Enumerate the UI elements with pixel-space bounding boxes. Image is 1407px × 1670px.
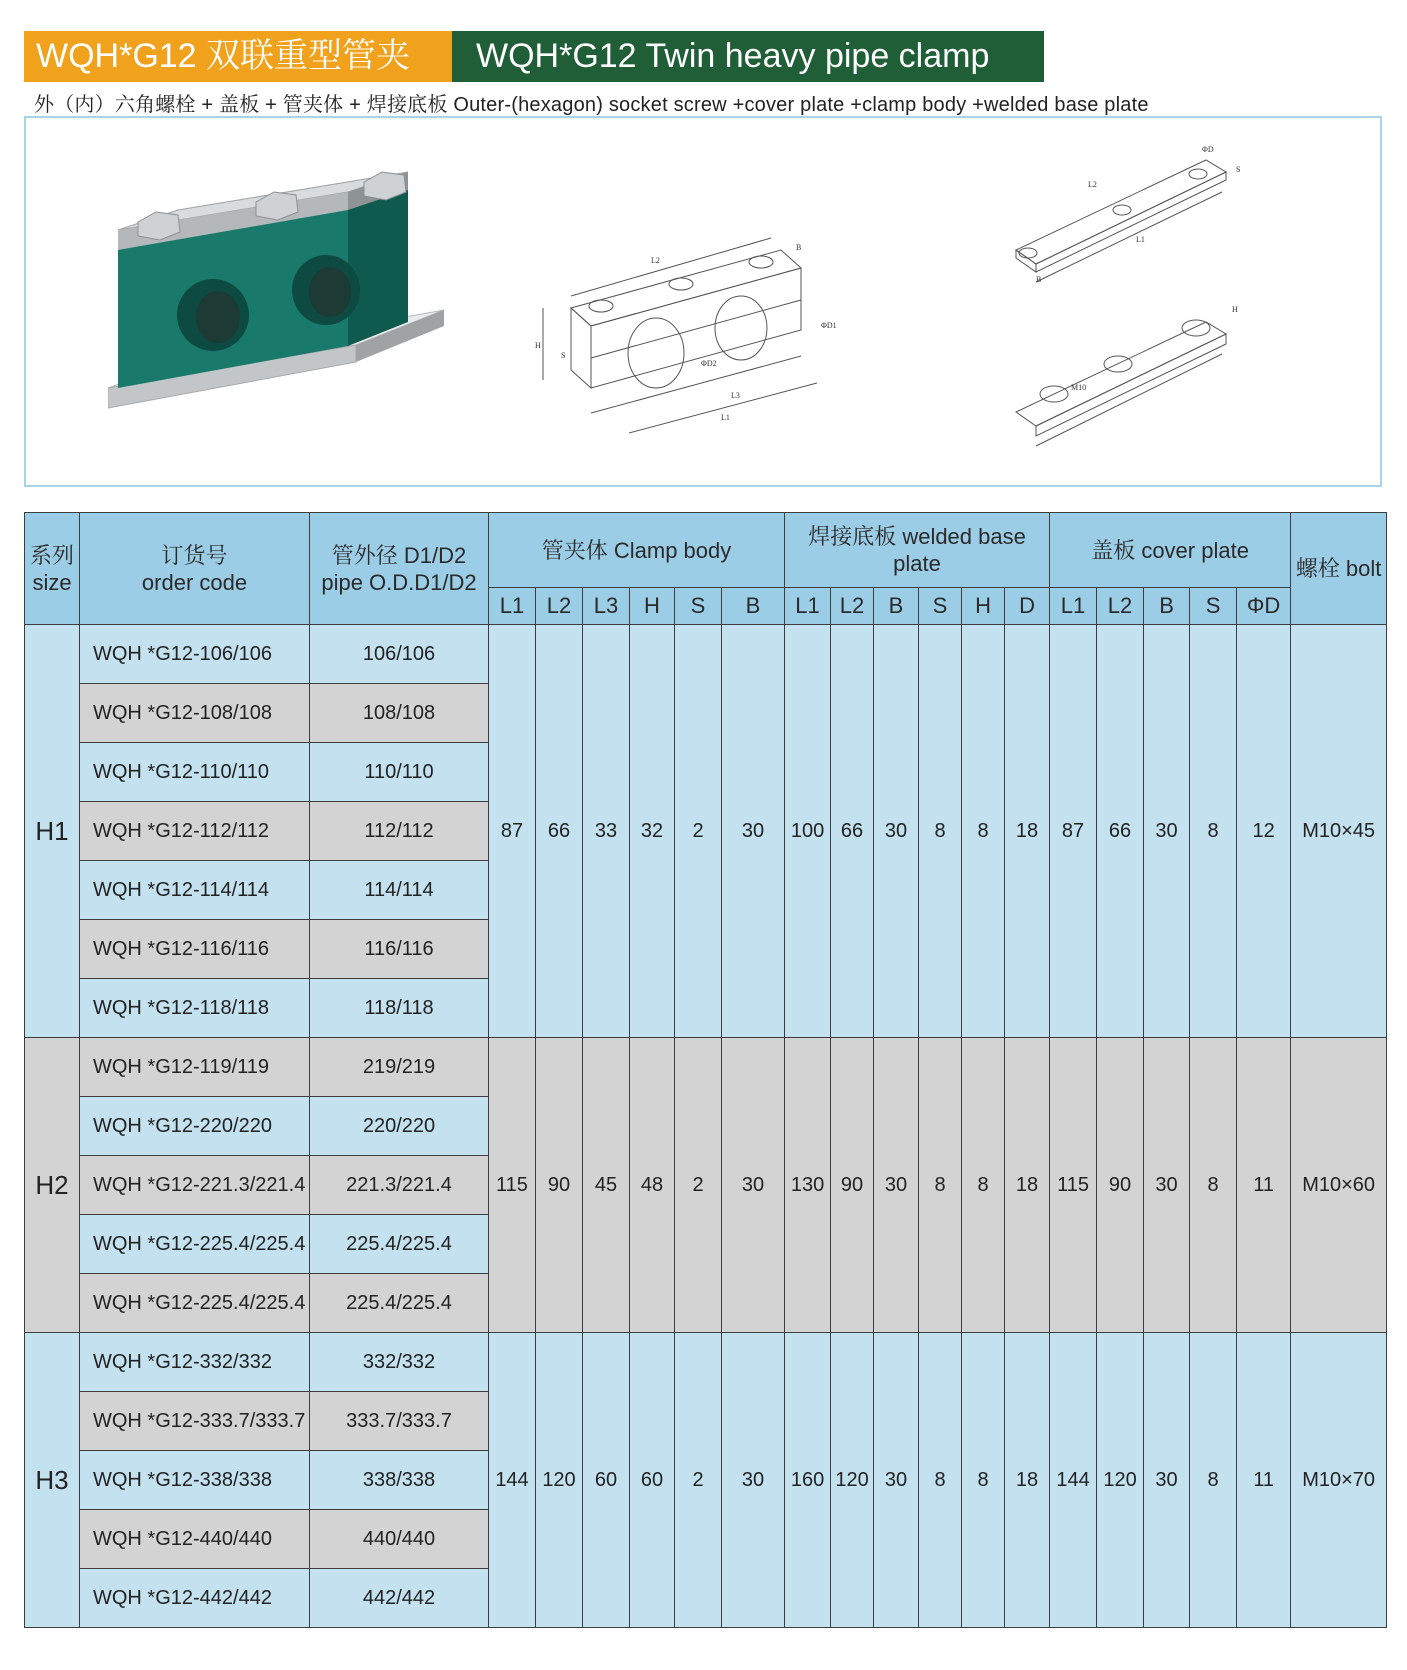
subheader-clamp-0: L1 (489, 588, 536, 625)
product-figure-panel (24, 116, 1382, 487)
pipe-od-cell: 333.7/333.7 (310, 1392, 489, 1451)
spec-value-cell: 45 (583, 1038, 630, 1333)
spec-value-cell: 30 (722, 1038, 785, 1333)
subheader-cover-3: S (1190, 588, 1237, 625)
spec-value-cell: 30 (874, 625, 919, 1038)
spec-value-cell: 48 (630, 1038, 675, 1333)
pipe-od-cell: 114/114 (310, 861, 489, 920)
spec-value-cell: 8 (919, 625, 962, 1038)
clamp-photo (108, 160, 468, 430)
label-d1: ΦD1 (821, 321, 837, 330)
spec-value-cell: 90 (536, 1038, 583, 1333)
header-bolt: 螺栓 bolt (1291, 513, 1387, 625)
order-code-cell: WQH *G12-338/338 (80, 1451, 310, 1510)
size-cell: H3 (25, 1333, 80, 1628)
plates-drawing (1006, 132, 1306, 462)
spec-value-cell: 11 (1237, 1038, 1291, 1333)
header-order-code: 订货号 order code (80, 513, 310, 625)
spec-table (24, 512, 1387, 1628)
size-cell: H2 (25, 1038, 80, 1333)
subheader-clamp-1: L2 (536, 588, 583, 625)
spec-value-cell: 8 (919, 1038, 962, 1333)
order-code-cell: WQH *G12-332/332 (80, 1333, 310, 1392)
pipe-od-cell: 332/332 (310, 1333, 489, 1392)
subheader-clamp-5: B (722, 588, 785, 625)
spec-value-cell: 115 (1050, 1038, 1097, 1333)
spec-value-cell: 8 (919, 1333, 962, 1628)
subheader-base-2: B (874, 588, 919, 625)
spec-value-cell: 66 (831, 625, 874, 1038)
pipe-od-cell: 106/106 (310, 625, 489, 684)
spec-value-cell: 2 (675, 625, 722, 1038)
pipe-od-cell: 225.4/225.4 (310, 1215, 489, 1274)
spec-value-cell: 18 (1005, 1333, 1050, 1628)
pipe-od-cell: 112/112 (310, 802, 489, 861)
order-code-cell: WQH *G12-106/106 (80, 625, 310, 684)
subheader-cover-0: L1 (1050, 588, 1097, 625)
order-code-cell: WQH *G12-440/440 (80, 1510, 310, 1569)
label-plate-d: ΦD (1202, 145, 1214, 154)
spec-value-cell: 66 (1097, 625, 1144, 1038)
subtitle: 外（内）六角螺栓 + 盖板 + 管夹体 + 焊接底板 Outer-(hexagon) socket screw +cover plate +clamp body +welded base plate (34, 94, 1149, 116)
size-cell: H1 (25, 625, 80, 1038)
label-h: H (535, 341, 541, 350)
subheader-cover-2: B (1144, 588, 1190, 625)
order-code-cell: WQH *G12-220/220 (80, 1097, 310, 1156)
order-code-cell: WQH *G12-119/119 (80, 1038, 310, 1097)
spec-value-cell: 60 (583, 1333, 630, 1628)
order-code-cell: WQH *G12-116/116 (80, 920, 310, 979)
header-cover-plate: 盖板 cover plate (1050, 513, 1291, 588)
order-code-cell: WQH *G12-110/110 (80, 743, 310, 802)
spec-value-cell: 32 (630, 625, 675, 1038)
label-s: S (561, 351, 566, 360)
order-code-cell: WQH *G12-225.4/225.4 (80, 1215, 310, 1274)
subheader-clamp-2: L3 (583, 588, 630, 625)
title-chinese: WQH*G12 双联重型管夹 (24, 31, 452, 82)
spec-value-cell: 144 (1050, 1333, 1097, 1628)
spec-value-cell: 8 (962, 1038, 1005, 1333)
subheader-cover-4: ΦD (1237, 588, 1291, 625)
spec-value-cell: 12 (1237, 625, 1291, 1038)
spec-value-cell: 60 (630, 1333, 675, 1628)
header-clamp-body: 管夹体 Clamp body (489, 513, 785, 588)
label-plate-l1: L1 (1136, 235, 1145, 244)
spec-value-cell: 11 (1237, 1333, 1291, 1628)
spec-value-cell: 160 (785, 1333, 831, 1628)
subheader-base-3: S (919, 588, 962, 625)
order-code-cell: WQH *G12-108/108 (80, 684, 310, 743)
label-base-h: H (1232, 305, 1238, 314)
header-welded-base: 焊接底板 welded base plate (785, 513, 1050, 588)
header-size: 系列 size (25, 513, 80, 625)
label-plate-l2: L2 (1088, 180, 1097, 189)
label-m10: M10 (1071, 383, 1087, 392)
label-d2: ΦD2 (701, 359, 717, 368)
label-b: B (796, 243, 802, 252)
pipe-od-cell: 108/108 (310, 684, 489, 743)
spec-value-cell: 8 (962, 625, 1005, 1038)
pipe-od-cell: 225.4/225.4 (310, 1274, 489, 1333)
spec-value-cell: 30 (874, 1038, 919, 1333)
spec-value-cell: 8 (1190, 1333, 1237, 1628)
spec-value-cell: 33 (583, 625, 630, 1038)
spec-value-cell: 30 (1144, 1333, 1190, 1628)
order-code-cell: WQH *G12-333.7/333.7 (80, 1392, 310, 1451)
order-code-cell: WQH *G12-225.4/225.4 (80, 1274, 310, 1333)
subheader-base-1: L2 (831, 588, 874, 625)
pipe-od-cell: 220/220 (310, 1097, 489, 1156)
subheader-clamp-4: S (675, 588, 722, 625)
spec-value-cell: M10×70 (1291, 1333, 1387, 1628)
spec-value-cell: 2 (675, 1333, 722, 1628)
order-code-cell: WQH *G12-112/112 (80, 802, 310, 861)
label-l2: L2 (651, 256, 660, 265)
pipe-od-cell: 338/338 (310, 1451, 489, 1510)
clamp-body-drawing (531, 208, 861, 468)
spec-value-cell: M10×60 (1291, 1038, 1387, 1333)
spec-value-cell: M10×45 (1291, 625, 1387, 1038)
spec-value-cell: 115 (489, 1038, 536, 1333)
spec-value-cell: 100 (785, 625, 831, 1038)
order-code-cell: WQH *G12-221.3/221.4 (80, 1156, 310, 1215)
spec-value-cell: 8 (1190, 625, 1237, 1038)
pipe-od-cell: 118/118 (310, 979, 489, 1038)
subheader-clamp-3: H (630, 588, 675, 625)
spec-value-cell: 30 (874, 1333, 919, 1628)
header-pipe-od: 管外径 D1/D2 pipe O.D.D1/D2 (310, 513, 489, 625)
spec-value-cell: 8 (962, 1333, 1005, 1628)
spec-value-cell: 120 (1097, 1333, 1144, 1628)
pipe-od-cell: 442/442 (310, 1569, 489, 1628)
spec-body (25, 625, 1387, 1628)
spec-value-cell: 66 (536, 625, 583, 1038)
subheader-base-5: D (1005, 588, 1050, 625)
spec-value-cell: 120 (831, 1333, 874, 1628)
spec-value-cell: 130 (785, 1038, 831, 1333)
table-row (25, 625, 1387, 684)
order-code-cell: WQH *G12-114/114 (80, 861, 310, 920)
order-code-cell: WQH *G12-442/442 (80, 1569, 310, 1628)
subheader-cover-1: L2 (1097, 588, 1144, 625)
spec-value-cell: 30 (1144, 1038, 1190, 1333)
order-code-cell: WQH *G12-118/118 (80, 979, 310, 1038)
pipe-od-cell: 221.3/221.4 (310, 1156, 489, 1215)
spec-value-cell: 87 (1050, 625, 1097, 1038)
spec-value-cell: 87 (489, 625, 536, 1038)
spec-value-cell: 30 (722, 625, 785, 1038)
spec-value-cell: 2 (675, 1038, 722, 1333)
pipe-od-cell: 116/116 (310, 920, 489, 979)
spec-value-cell: 18 (1005, 625, 1050, 1038)
label-plate-b: B (1036, 275, 1042, 284)
subheader-base-0: L1 (785, 588, 831, 625)
table-row (25, 1038, 1387, 1097)
label-l1: L1 (721, 413, 730, 422)
spec-value-cell: 30 (722, 1333, 785, 1628)
spec-value-cell: 120 (536, 1333, 583, 1628)
pipe-od-cell: 440/440 (310, 1510, 489, 1569)
subheader-base-4: H (962, 588, 1005, 625)
spec-value-cell: 30 (1144, 625, 1190, 1038)
pipe-od-cell: 219/219 (310, 1038, 489, 1097)
label-l3: L3 (731, 391, 740, 400)
spec-value-cell: 144 (489, 1333, 536, 1628)
spec-value-cell: 90 (1097, 1038, 1144, 1333)
pipe-od-cell: 110/110 (310, 743, 489, 802)
spec-value-cell: 8 (1190, 1038, 1237, 1333)
table-row (25, 1333, 1387, 1392)
title-english: WQH*G12 Twin heavy pipe clamp (452, 31, 1044, 82)
spec-value-cell: 90 (831, 1038, 874, 1333)
spec-value-cell: 18 (1005, 1038, 1050, 1333)
label-plate-s: S (1236, 165, 1241, 174)
